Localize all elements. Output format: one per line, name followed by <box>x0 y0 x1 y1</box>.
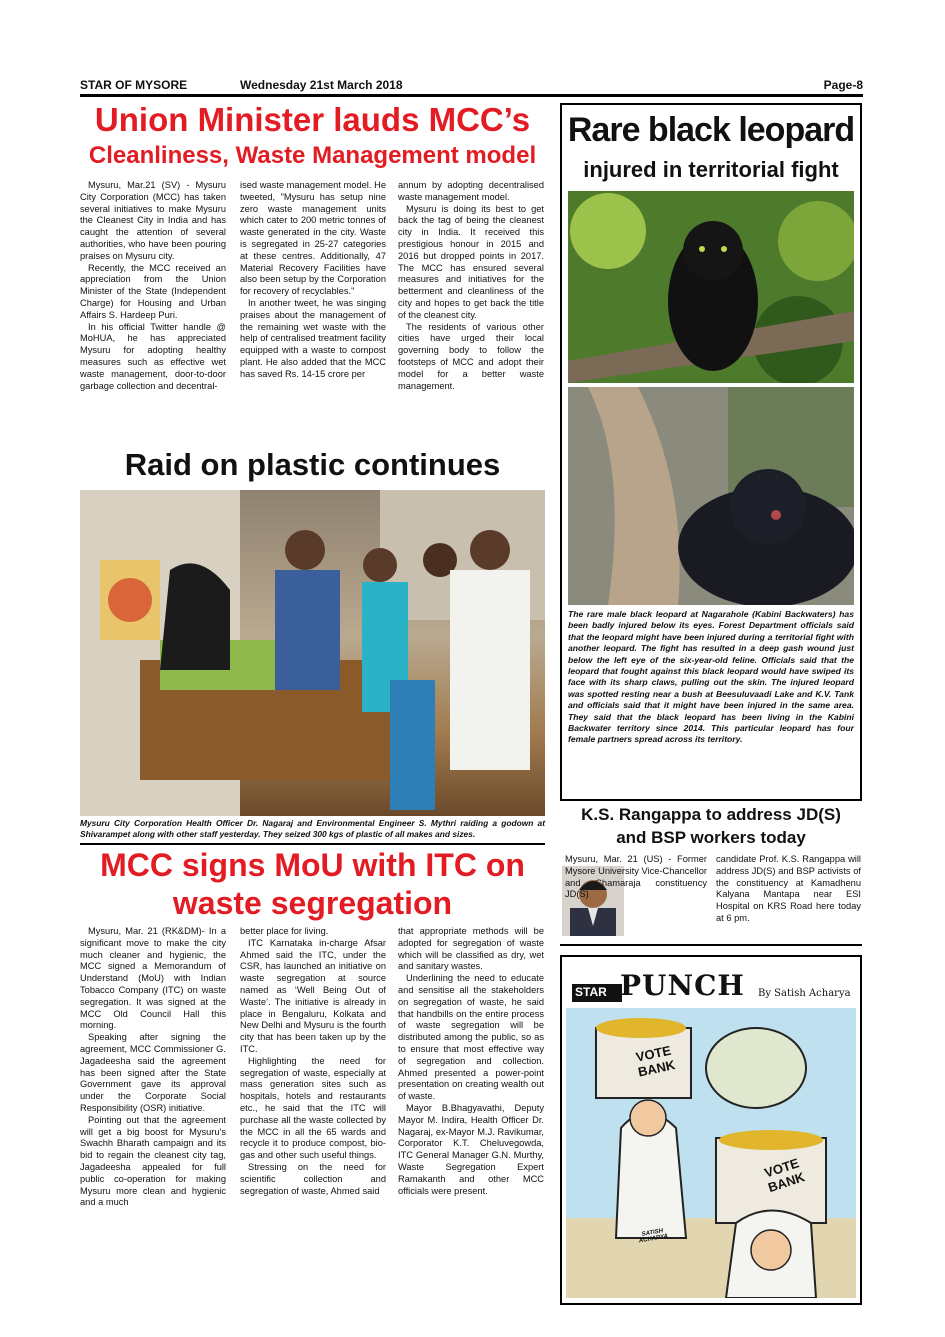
paragraph: Highlighting the need for segregation of waste, especially at mass generation sites such as hospitals, hotels and restaurants etc., he said that the ITC will purchase all the waste collected by the MCC in all the 65 wards and recycle it to produce compost, bio-gas and other such useful things. <box>240 1055 386 1161</box>
leopard-photo-2-illustration <box>568 387 854 605</box>
leopard-photo-1-illustration <box>568 191 854 383</box>
paper-name: STAR OF MYSORE <box>80 78 188 92</box>
leopard-subhead: injured in territorial fight <box>583 157 839 182</box>
paragraph: In another tweet, he was singing praises about the management of the remaining wet waste with the help of centralised treatment facility equipped with a waste to compost plant. He also added that the MCC has saved Rs. 14-15 crore per <box>240 297 386 379</box>
divider <box>560 944 862 946</box>
paragraph: Speaking after signing the agreement, MCC Commissioner G. Jagadeesha said the agreement has been signed after the State Government gave its approval under the Corporate Social Responsibility (OSR) initiative. <box>80 1032 226 1113</box>
paragraph: Mysuru is doing its best to get back the tag of being the cleanest city in India. It received this prestigious honour in 2015 and 2016 but dropped points in 2017. The MCC has ensured several measures and initiatives for the betterment and cleanliness of the city and hopes to get back the title of the cleanest city. <box>398 203 544 320</box>
paragraph: better place for living. <box>240 926 329 936</box>
leopard-photo-2 <box>568 387 854 605</box>
paragraph: that appropriate methods will be adopted for segregation of waste which will be classified as dry, wet and sanitary wastes. <box>398 926 544 972</box>
punch-byline: By Satish Acharya <box>758 988 851 999</box>
issue-date: Wednesday 21st March 2018 <box>240 78 403 92</box>
raid-headline: Raid on plastic continues <box>124 447 501 482</box>
article1-headline-1: Union Minister lauds MCC’s <box>94 101 531 138</box>
paragraph: Mysuru, Mar. 21 (US) - Former Mysore University Vice-Chancellor and Chamaraja constituency JD(S) <box>565 854 707 900</box>
article1-col2 <box>240 180 386 381</box>
divider <box>80 843 545 845</box>
vote-bank-label-1: VOTE BANK <box>634 1042 677 1080</box>
rangappa-col2 <box>716 854 861 925</box>
page-number: Page-8 <box>823 78 863 92</box>
masthead <box>80 78 863 97</box>
paragraph: In his official Twitter handle @ MoHUA, he has appreciated Mysuru for adopting healthy measures such as effective wet waste management, door-to-door garbage collection and decentral- <box>80 321 226 391</box>
leopard-photo-1 <box>568 191 854 383</box>
paragraph: ised waste management model. He tweeted, "Mysuru has setup nine zero waste management units which cater to 200 metric tonnes of waste generated in the city. Waste is segregated in 25-27 categories at these centres. Additionally, 47 Material Recovery Facilities have also been setup by the Corporation for recovery of recyclables." <box>240 180 386 297</box>
paragraph: ITC Karnataka in-charge Afsar Ahmed said the ITC, under the CSR, has launched an initiative on waste segregation at source named as ‘Well Being Out of Waste’. The initiative is already in place in Bengaluru, Kolkata and New Delhi and Mysuru is the fourth city that has been taken up by the ITC. <box>240 937 386 1054</box>
leopard-headline: Rare black leopard <box>567 111 855 149</box>
vote-bank-label-2: VOTE BANK <box>762 1155 807 1196</box>
mou-headline-2: waste segregation <box>172 885 453 921</box>
raid-caption: Mysuru City Corporation Health Officer Dr. Nagaraj and Environmental Engineer S. Mythri raiding a godown at Shivarampet along with other staff yesterday. They seized 300 kgs of plastic of all makes and sizes. <box>80 818 545 840</box>
paragraph: Stressing on the need for scientific collection and segregation of waste, Ahmed said <box>240 1161 386 1196</box>
paragraph: Underlining the need to educate and sensitise all the stakeholders on segregation of waste, he said that handbills on the entire process of waste segregation will be distributed among the public, so as to ensure that most effective way of segregation and collection. Ahmed presented a power-point presentation on creating wealth out of waste. <box>398 973 544 1102</box>
article1-col3 <box>398 180 544 392</box>
paragraph: Mayor B.Bhagyavathi, Deputy Mayor M. Indira, Health Officer Dr. Nagaraj, ex-Mayor M.J. Ravikumar, Corporator K.T. Cheluvegowda, ITC General Manager G.N. Murthy, Waste Segregation Expert Ramakanth and other MCC officials were present. <box>398 1102 544 1196</box>
mou-col2 <box>240 926 386 1197</box>
paragraph: candidate Prof. K.S. Rangappa will address JD(S) and BSP activists of the constituency at Kamadhenu Kalyana Mantapa near ESI Hospital on KRS Road here today at 6 pm. <box>716 854 861 923</box>
punch-title: PUNCH <box>620 969 745 1002</box>
punch-cartoon <box>566 1008 856 1298</box>
paragraph: The residents of various other cities have urged their local governing body to follow the footsteps of MCC and adopt their model for a better waste management. <box>398 321 544 391</box>
paragraph: Pointing out that the agreement will get a big boost for Mysuru's Swachh Bharath campaign and its bid to regain the cleanest city tag, Jagadeesha appealed for full public co-operation for making Mysuru more clean and hygienic and a much <box>80 1114 226 1208</box>
rangappa-col1 <box>565 854 707 901</box>
raid-photo-illustration <box>80 490 545 816</box>
rangappa-headline-2: and BSP workers today <box>616 828 806 847</box>
mou-col1 <box>80 926 226 1209</box>
star-label: STAR <box>575 985 607 999</box>
leopard-caption: The rare male black leopard at Nagarahole (Kabini Backwaters) has been badly injured below its eyes. Forest Department officials said that the leopard might have been injured during a territorial fight with another leopard. The fight has resulted in a deep gash wound just below the left eye of the six-year-old feline. Officials said that the leopard that fought against this black leopard would have swiped its face with its sharp claws, pulling out the skin. The injured leopard was spotted resting near a bush at Beesuluvaadi Lake and K.V. Tank and officials said that it might have been injured in the same area. They said that the black leopard has been living in the Kabini Backwater territory since 2014. This particular leopard has four female partners spread across its territory. <box>568 609 854 745</box>
paragraph: Mysuru, Mar.21 (SV) - Mysuru City Corporation (MCC) has taken several initiatives to make Mysuru the Cleanest City in India and has caught the attention of several authorities, who have been pouring praises on Mysuru city. <box>80 180 226 261</box>
mou-col3 <box>398 926 544 1197</box>
article1-headline-2: Cleanliness, Waste Management model <box>88 142 537 169</box>
raid-photo <box>80 490 545 816</box>
punch-cartoon-illustration <box>566 1008 856 1298</box>
cartoonist-signature: SATISH ACHARYA <box>638 1228 669 1245</box>
rangappa-headline-1: K.S. Rangappa to address JD(S) <box>581 805 841 824</box>
article1-col1 <box>80 180 226 392</box>
paragraph: Mysuru, Mar. 21 (RK&DM)- In a significant move to make the city much cleaner and hygienic, the MCC signed a Memorandum of Understand (MoU) with Indian Tobacco Company (ITC) on waste segregation. It was signed at the MCC Old Council Hall this morning. <box>80 926 226 1031</box>
mou-headline-1: MCC signs MoU with ITC on <box>100 847 525 883</box>
paragraph: annum by adopting decentralised waste management model. <box>398 180 544 202</box>
paragraph: Recently, the MCC received an appreciation from the Union Minister of the State (Independent Charge) for Housing and Urban Affairs S. Hardeep Puri. <box>80 262 226 320</box>
